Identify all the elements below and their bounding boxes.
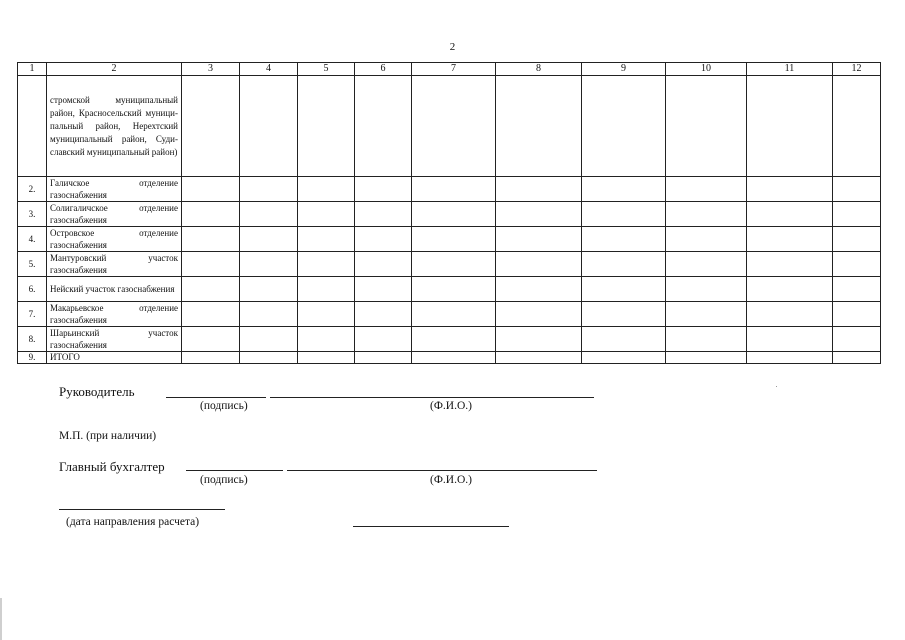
table-row — [18, 302, 881, 327]
table-cell — [182, 252, 240, 277]
table-cell — [182, 76, 240, 177]
table-cell — [496, 327, 582, 352]
table-cell — [182, 327, 240, 352]
table-cell — [240, 327, 298, 352]
table-cell — [747, 277, 833, 302]
table-cell — [240, 202, 298, 227]
table-cell — [666, 327, 747, 352]
table-cell — [355, 76, 412, 177]
table-cell — [355, 352, 412, 364]
table-cell — [833, 177, 881, 202]
director-signature-line[interactable] — [166, 397, 266, 398]
column-header: 1 — [18, 63, 47, 76]
table-cell — [496, 76, 582, 177]
table-row — [18, 227, 881, 252]
table-row — [18, 177, 881, 202]
column-header: 8 — [496, 63, 582, 76]
table-cell — [412, 277, 496, 302]
table-cell — [833, 327, 881, 352]
table-cell — [240, 302, 298, 327]
row-name: Мантуровский участок газоснабжения — [47, 252, 182, 277]
table-cell — [496, 352, 582, 364]
table-cell — [412, 327, 496, 352]
table-cell — [747, 302, 833, 327]
table-cell — [582, 202, 666, 227]
scan-speck — [776, 386, 777, 387]
table-cell — [747, 227, 833, 252]
accountant-name-line[interactable] — [287, 470, 597, 471]
director-signature-hint: (подпись) — [200, 400, 248, 412]
scan-edge-mark — [0, 598, 2, 640]
column-header: 7 — [412, 63, 496, 76]
table-row — [18, 252, 881, 277]
table-cell — [582, 277, 666, 302]
row-number: 7. — [18, 302, 47, 327]
table-cell — [666, 352, 747, 364]
table-cell — [833, 227, 881, 252]
table-cell — [833, 302, 881, 327]
table-cell — [355, 227, 412, 252]
director-name-hint: (Ф.И.О.) — [430, 400, 472, 412]
table-cell — [298, 177, 355, 202]
row-name: Макарьевское отделение газоснабжения — [47, 302, 182, 327]
header-row — [18, 63, 881, 76]
column-header: 11 — [747, 63, 833, 76]
row-name: Островское отделение газоснабжения — [47, 227, 182, 252]
table-cell — [240, 252, 298, 277]
table-cell — [240, 76, 298, 177]
stamp-label: М.П. (при наличии) — [59, 430, 157, 442]
table-cell — [182, 302, 240, 327]
row-name: ИТОГО — [47, 352, 182, 364]
table-row — [18, 202, 881, 227]
table-cell — [496, 252, 582, 277]
column-header: 10 — [666, 63, 747, 76]
table-cell — [182, 202, 240, 227]
table-cell — [496, 277, 582, 302]
table-cell — [833, 202, 881, 227]
table-cell — [298, 302, 355, 327]
table-cell — [747, 202, 833, 227]
table-cell — [747, 177, 833, 202]
table-cell — [582, 177, 666, 202]
column-header: 3 — [182, 63, 240, 76]
row-number: 3. — [18, 202, 47, 227]
table-cell — [412, 227, 496, 252]
table-cell — [833, 252, 881, 277]
table-cell — [240, 352, 298, 364]
table-cell — [582, 302, 666, 327]
director-name-line[interactable] — [270, 397, 594, 398]
table-cell — [240, 277, 298, 302]
date-line[interactable] — [59, 509, 225, 510]
table-cell — [833, 352, 881, 364]
row-name: Нейский участок газоснабжения — [47, 277, 182, 302]
extra-signature-line[interactable] — [353, 526, 509, 527]
row-number: 8. — [18, 327, 47, 352]
report-table — [17, 62, 881, 364]
row-name: Шарьинский участок газоснабжения — [47, 327, 182, 352]
table-row — [18, 327, 881, 352]
row-number: 5. — [18, 252, 47, 277]
table-cell — [496, 227, 582, 252]
table-cell — [666, 277, 747, 302]
accountant-name-hint: (Ф.И.О.) — [430, 474, 472, 486]
table-cell — [412, 352, 496, 364]
table-cell — [582, 352, 666, 364]
accountant-signature-hint: (подпись) — [200, 474, 248, 486]
table-cell — [666, 76, 747, 177]
table-cell — [355, 277, 412, 302]
table-cell — [298, 277, 355, 302]
accountant-label: Главный бухгалтер — [59, 459, 165, 474]
table-cell — [412, 177, 496, 202]
table-cell — [412, 76, 496, 177]
column-header: 12 — [833, 63, 881, 76]
table-cell — [298, 352, 355, 364]
column-header: 5 — [298, 63, 355, 76]
page-number: 2 — [449, 41, 456, 53]
table-cell — [747, 352, 833, 364]
table-cell — [666, 252, 747, 277]
table-cell — [747, 327, 833, 352]
table-cell — [355, 177, 412, 202]
table-cell — [582, 76, 666, 177]
row-number: 6. — [18, 277, 47, 302]
table-cell — [298, 202, 355, 227]
column-header: 9 — [582, 63, 666, 76]
row-number — [18, 76, 47, 177]
accountant-signature-line[interactable] — [186, 470, 283, 471]
table-cell — [666, 302, 747, 327]
table-cell — [666, 177, 747, 202]
column-header: 6 — [355, 63, 412, 76]
table-cell — [412, 302, 496, 327]
table-cell — [747, 252, 833, 277]
row-number: 4. — [18, 227, 47, 252]
table-cell — [182, 352, 240, 364]
table-cell — [582, 252, 666, 277]
row-name: Солигаличское отделение газоснабжения — [47, 202, 182, 227]
table-cell — [355, 302, 412, 327]
table-row — [18, 277, 881, 302]
date-hint: (дата направления расчета) — [66, 516, 200, 528]
total-row — [18, 352, 881, 364]
table-cell — [298, 252, 355, 277]
table-cell — [496, 302, 582, 327]
column-header: 4 — [240, 63, 298, 76]
row-number: 2. — [18, 177, 47, 202]
row-name: стромской муниципальный район, Красносельский муниципальный район, Нерехтский муниципальный район, Судиславский муниципальный район) — [47, 76, 182, 177]
table-cell — [833, 76, 881, 177]
table-cell — [298, 76, 355, 177]
table-cell — [240, 227, 298, 252]
table-cell — [182, 227, 240, 252]
column-header: 2 — [47, 63, 182, 76]
table-cell — [355, 202, 412, 227]
table-cell — [666, 227, 747, 252]
table-cell — [412, 252, 496, 277]
table-cell — [412, 202, 496, 227]
table-cell — [496, 202, 582, 227]
table-cell — [666, 202, 747, 227]
table-cell — [747, 76, 833, 177]
table-cell — [240, 177, 298, 202]
table-cell — [496, 177, 582, 202]
table-cell — [182, 177, 240, 202]
table-cell — [355, 327, 412, 352]
director-label: Руководитель — [59, 384, 135, 399]
table-cell — [298, 227, 355, 252]
row-number: 9. — [18, 352, 47, 364]
table-row — [18, 76, 881, 177]
row-name: Галичское отделение газоснабжения — [47, 177, 182, 202]
table-cell — [298, 327, 355, 352]
table-cell — [182, 277, 240, 302]
table-cell — [582, 227, 666, 252]
table-cell — [833, 277, 881, 302]
table-cell — [582, 327, 666, 352]
table-cell — [355, 252, 412, 277]
